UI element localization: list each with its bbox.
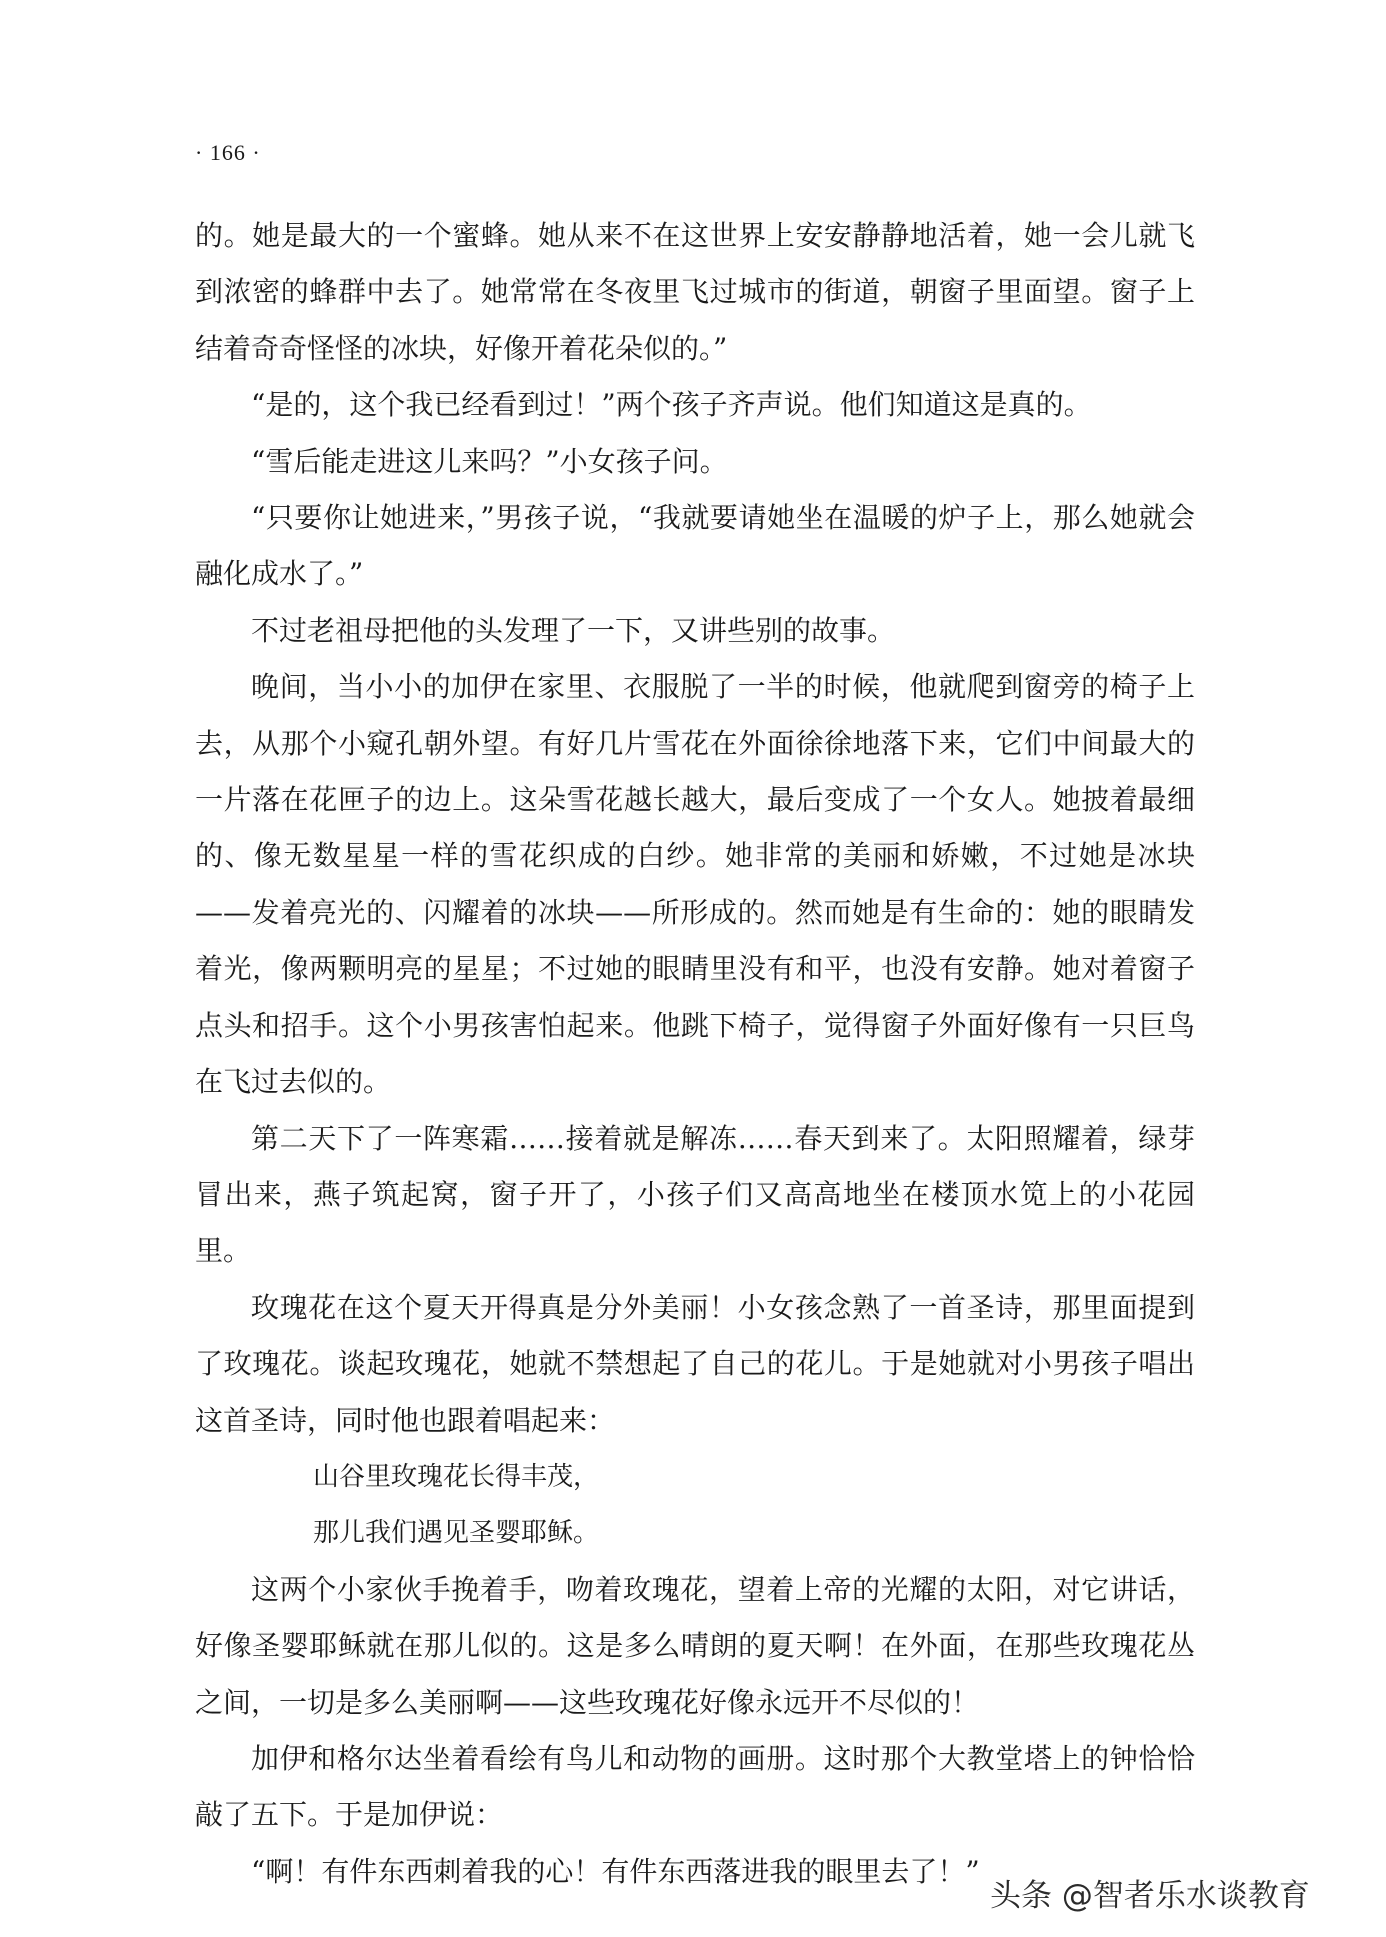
paragraph: 不过老祖母把他的头发理了一下，又讲些别的故事。 [251, 613, 896, 647]
paragraph: 的。她是最大的一个蜜蜂。她从来不在这世界上安安静静地活着，她一会儿就飞到浓密的蜂群中去了。她常常在冬夜里飞过城市的街道，朝窗子里面望。窗子上结着奇奇怪怪的冰块，好像开着花朵似的。” [195, 219, 1195, 365]
paragraph: “只要你让她进来，”男孩子说，“我就要请她坐在温暖的炉子上，那么她就会融化成水了。” [195, 501, 1195, 591]
body-text [195, 208, 1195, 1900]
paragraph: 晚间，当小小的加伊在家里、衣服脱了一半的时候，他就爬到窗旁的椅子上去，从那个小窥孔朝外望。有好几片雪花在外面徐徐地落下来，它们中间最大的一片落在花匣子的边上。这朵雪花越长越大，最后变成了一个女人。她披着最细的、像无数星星一样的雪花织成的白纱。她非常的美丽和娇嫩，不过她是冰块——发着亮光的、闪耀着的冰块——所形成的。然而她是有生命的：她的眼睛发着光，像两颗明亮的星星；不过她的眼睛里没有和平，也没有安静。她对着窗子点头和招手。这个小男孩害怕起来。他跳下椅子，觉得窗子外面好像有一只巨鸟在飞过去似的。 [195, 670, 1195, 1099]
paragraph: 玫瑰花在这个夏天开得真是分外美丽！小女孩念熟了一首圣诗，那里面提到了玫瑰花。谈起玫瑰花，她就不禁想起了自己的花儿。于是她就对小男孩子唱出这首圣诗，同时他也跟着唱起来： [195, 1290, 1195, 1437]
paragraph: 第二天下了一阵寒霜……接着就是解冻……春天到来了。太阳照耀着，绿芽冒出来，燕子筑起窝，窗子开了，小孩子们又高高地坐在楼顶水笕上的小花园里。 [195, 1121, 1195, 1268]
verse-line: 那儿我们遇见圣婴耶稣。 [313, 1518, 600, 1549]
paragraph: 加伊和格尔达坐着看绘有鸟儿和动物的画册。这时那个大教堂塔上的钟恰恰敲了五下。于是加伊说： [195, 1741, 1195, 1832]
paragraph: 这两个小家伙手挽着手，吻着玫瑰花，望着上帝的光耀的太阳，对它讲话，好像圣婴耶稣就在那儿似的。这是多么晴朗的夏天啊！在外面，在那些玫瑰花丛之间，一切是多么美丽啊——这些玫瑰花好像永远开不尽似的！ [195, 1572, 1195, 1719]
paragraph: “啊！有件东西刺着我的心！有件东西落进我的眼里去了！” [251, 1854, 980, 1888]
watermark: 头条 @智者乐水谈教育 [990, 1878, 1310, 1914]
page-number: · 166 · [195, 140, 261, 165]
verse-line: 山谷里玫瑰花长得丰茂， [313, 1461, 600, 1492]
paragraph: “是的，这个我已经看到过！”两个孩子齐声说。他们知道这是真的。 [251, 388, 1092, 422]
paragraph: “雪后能走进这儿来吗？”小女孩子问。 [251, 444, 728, 478]
